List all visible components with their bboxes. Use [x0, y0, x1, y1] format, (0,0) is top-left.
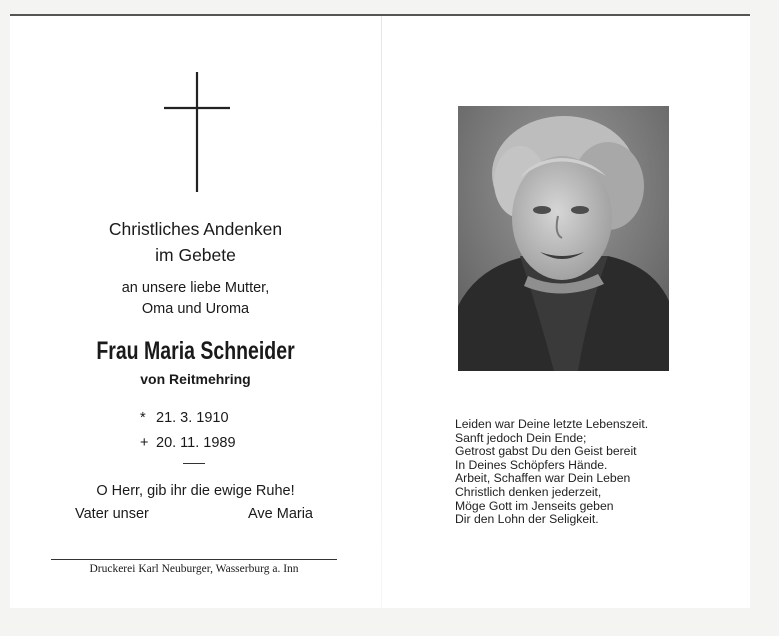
printer-credit: Druckerei Karl Neuburger, Wasserburg a. Inn — [89, 563, 299, 575]
prayer-list — [75, 506, 313, 522]
poem-line: In Deines Schöpfers Hände. — [455, 457, 608, 472]
memorial-card — [10, 14, 750, 608]
prayer-item: Vater unser — [75, 506, 149, 522]
death-date: 20. 11. 1989 — [156, 435, 236, 451]
memorial-poem — [455, 418, 648, 527]
cross-icon — [164, 72, 230, 192]
prayer-item: Ave Maria — [247, 506, 313, 522]
death-date-row — [140, 431, 236, 456]
rest-prayer: O Herr, gib ihr die ewige Ruhe! — [96, 483, 295, 499]
poem-line: Arbeit, Schaffen war Dein Leben — [455, 471, 631, 486]
dedication-line: an unsere liebe Mutter, — [121, 280, 270, 296]
poem-line: Getrost gabst Du den Geist bereit — [455, 444, 637, 459]
portrait-photo — [458, 106, 669, 371]
heading-line: Christliches Andenken — [108, 219, 283, 239]
dedication-line: Oma und Uroma — [141, 301, 250, 317]
birth-date-row — [140, 406, 236, 431]
separator-dash — [183, 463, 205, 464]
dedication — [10, 278, 381, 320]
death-cross-icon: + — [140, 435, 149, 451]
life-dates — [140, 406, 236, 456]
heading-line: im Gebete — [155, 245, 236, 265]
printer-rule — [51, 559, 337, 560]
poem-line: Sanft jedoch Dein Ende; — [455, 430, 587, 445]
right-panel — [382, 16, 750, 608]
poem-line: Dir den Lohn der Seligkeit. — [455, 512, 599, 527]
poem-line: Möge Gott im Jenseits geben — [455, 498, 614, 513]
left-panel — [10, 16, 381, 608]
poem-line: Leiden war Deine letzte Lebenszeit. — [455, 417, 649, 431]
portrait-drawing — [458, 106, 669, 371]
deceased-origin: von Reitmehring — [140, 371, 251, 387]
birth-star-icon: * — [140, 410, 146, 426]
birth-date: 21. 3. 1910 — [156, 410, 229, 426]
deceased-name: Frau Maria Schneider — [96, 337, 295, 365]
memorial-heading — [10, 216, 381, 268]
poem-line: Christlich denken jederzeit, — [455, 484, 602, 499]
